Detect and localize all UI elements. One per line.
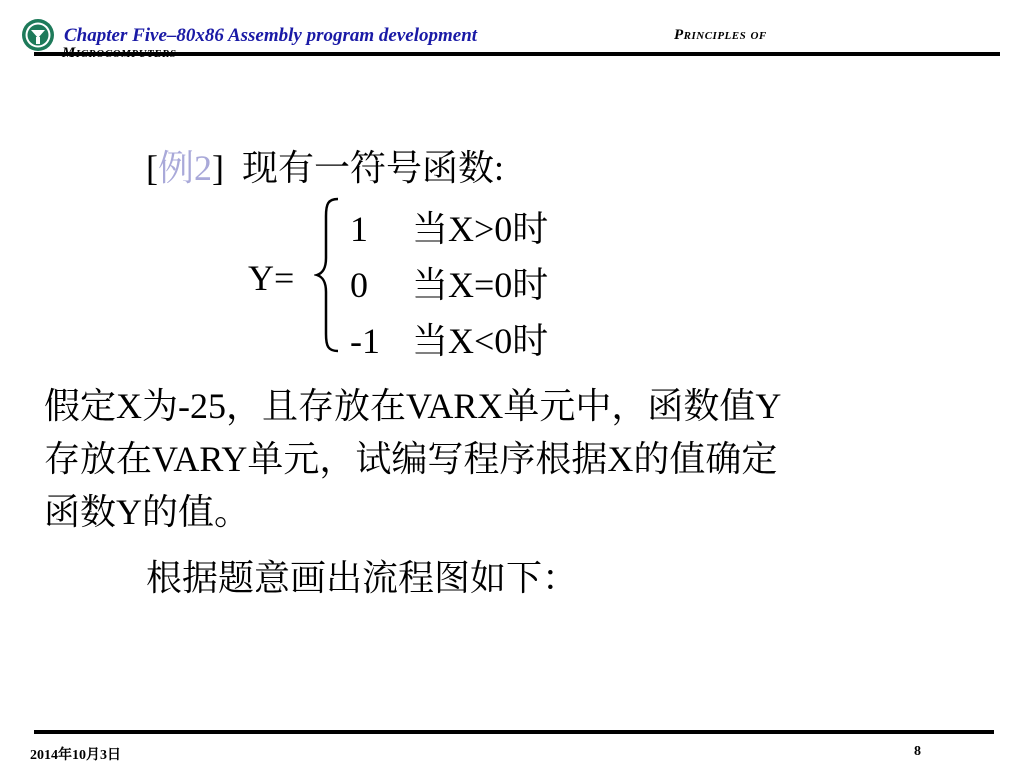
paragraph-line: 函数Y的值。: [44, 492, 250, 532]
case-row: [350, 201, 548, 252]
case-condition: 当X<0时: [412, 321, 549, 361]
footer-rule: [34, 730, 994, 734]
footer-date: 2014年10月3日: [30, 748, 121, 763]
page-number: 8: [914, 744, 921, 759]
flowchart-note: 根据题意画出流程图如下：: [146, 558, 579, 598]
case-value: 0: [350, 265, 368, 305]
header-rule: [34, 52, 1000, 56]
case-condition: 当X>0时: [412, 209, 549, 249]
paragraph-line: 存放在VARY单元，试编写程序根据X的值确定: [44, 439, 778, 479]
case-row: [350, 257, 548, 308]
case-row: [350, 313, 548, 364]
university-seal-icon: [21, 18, 55, 52]
course-title-line1: Principles of: [674, 27, 767, 43]
function-y-label: Y=: [248, 258, 295, 298]
paragraph-line: 假定X为-25，且存放在VARX单元中，函数值Y: [44, 386, 782, 426]
chapter-title: Chapter Five–80x86 Assembly program development: [64, 25, 478, 46]
curly-brace: [314, 196, 342, 354]
case-value: -1: [350, 321, 380, 361]
example-tag: 例2: [158, 148, 213, 188]
case-condition: 当X=0时: [412, 265, 549, 305]
bracket-close: ]: [212, 148, 225, 188]
case-value: 1: [350, 209, 368, 249]
bracket-open: [: [146, 148, 158, 188]
intro-text: 现有一符号函数:: [224, 148, 505, 188]
example-intro: [146, 140, 504, 191]
